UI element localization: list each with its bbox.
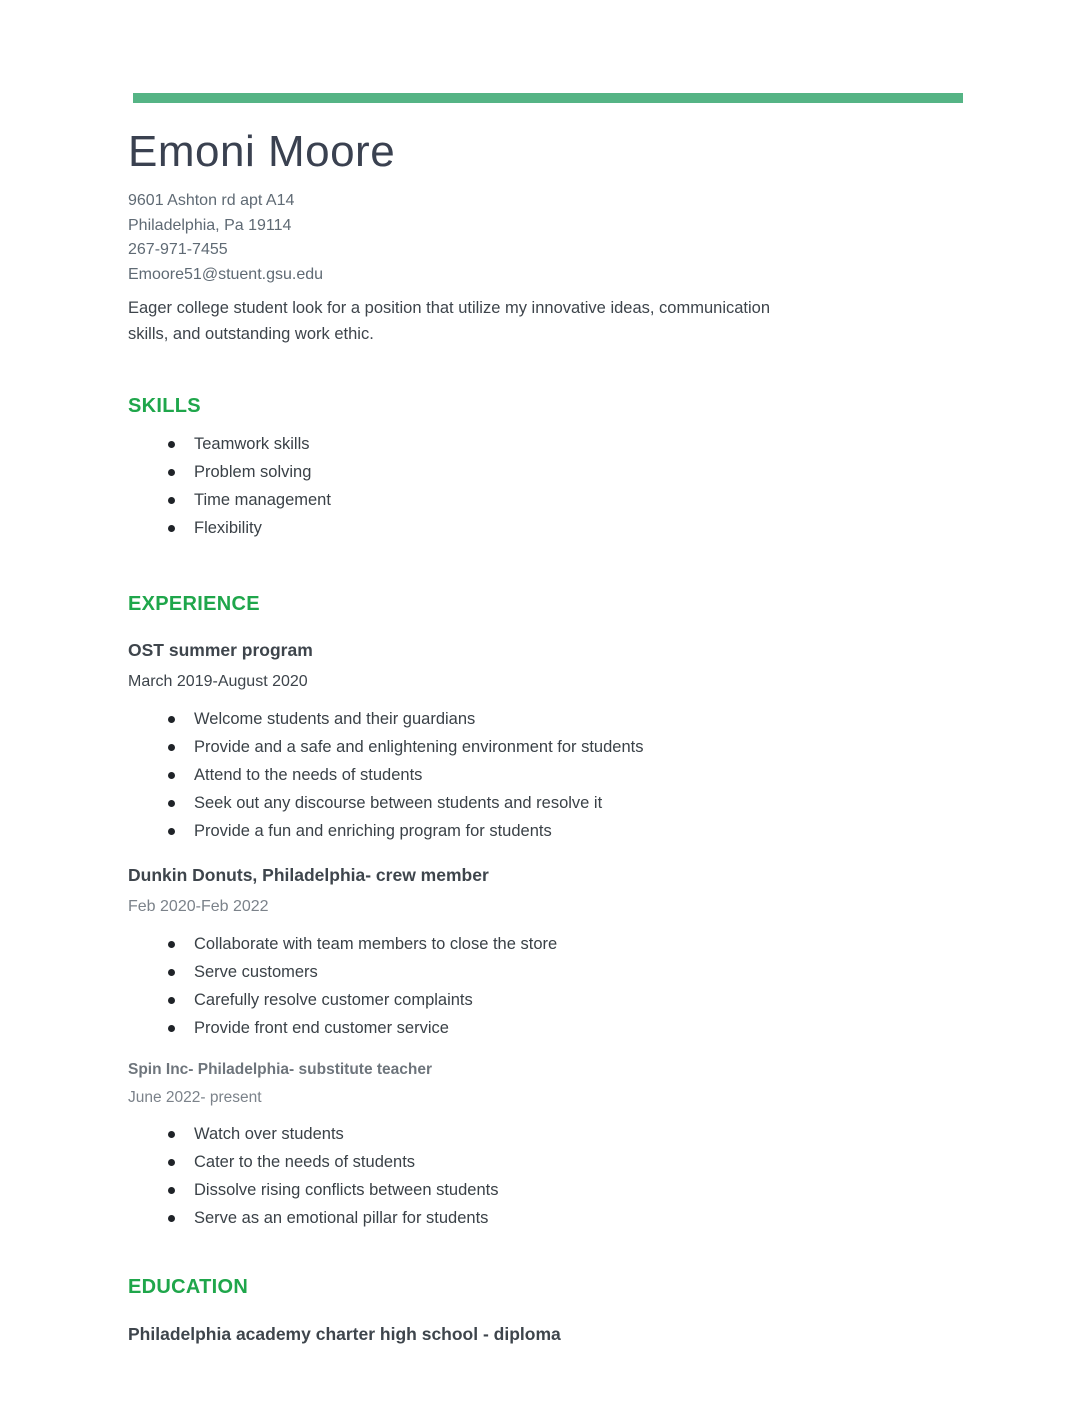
job-dates: Feb 2020-Feb 2022: [128, 898, 269, 915]
job-duty-item: Serve as an emotional pillar for students: [168, 1209, 968, 1228]
job-dates: March 2019-August 2020: [128, 673, 308, 690]
job-duty-item: Watch over students: [168, 1125, 968, 1144]
job-duty-item: Cater to the needs of students: [168, 1153, 968, 1172]
job-title: Spin Inc- Philadelphia- substitute teacher: [128, 1061, 433, 1078]
education-school: Philadelphia academy charter high school - diploma: [128, 1324, 561, 1344]
contact-block: [128, 189, 968, 287]
job-duty-item: Welcome students and their guardians: [168, 710, 968, 729]
job-entry-spin: [128, 1060, 968, 1228]
job-entry-dunkin: [128, 864, 968, 1038]
job-duty-item: Dissolve rising conflicts between students: [168, 1181, 968, 1200]
job-duties-list: [128, 1125, 968, 1228]
job-dates: June 2022- present: [128, 1089, 262, 1106]
skill-item: Flexibility: [168, 519, 968, 538]
job-duties-list: [128, 710, 968, 841]
job-duty-item: Collaborate with team members to close the store: [168, 935, 968, 954]
skills-heading: SKILLS: [128, 395, 201, 417]
skill-item: Time management: [168, 491, 968, 510]
resume-page: [0, 93, 1088, 1408]
education-heading: EDUCATION: [128, 1276, 249, 1298]
person-name: Emoni Moore: [128, 127, 396, 176]
job-title: OST summer program: [128, 640, 313, 660]
job-entry-ost: [128, 639, 968, 841]
job-title: Dunkin Donuts, Philadelphia- crew member: [128, 865, 489, 885]
job-duty-item: Carefully resolve customer complaints: [168, 991, 968, 1010]
skill-item: Problem solving: [168, 463, 968, 482]
email-address: Emoore51@stuent.gsu.edu: [128, 265, 324, 283]
skill-item: Teamwork skills: [168, 435, 968, 454]
job-duty-item: Provide and a safe and enlightening environment for students: [168, 738, 968, 757]
summary-text: Eager college student look for a position that utilize my innovative ideas, communication skills, and outstanding work ethic.: [128, 299, 771, 343]
address-line-1: 9601 Ashton rd apt A14: [128, 192, 295, 209]
job-duty-item: Serve customers: [168, 963, 968, 982]
experience-heading: EXPERIENCE: [128, 593, 260, 615]
job-duty-item: Seek out any discourse between students and resolve it: [168, 794, 968, 813]
job-duties-list: [128, 935, 968, 1038]
phone-number: 267-971-7455: [128, 241, 228, 258]
job-duty-item: Provide front end customer service: [168, 1019, 968, 1038]
address-line-2: Philadelphia, Pa 19114: [128, 216, 292, 234]
job-duty-item: Provide a fun and enriching program for students: [168, 822, 968, 841]
job-duty-item: Attend to the needs of students: [168, 766, 968, 785]
accent-bar: [133, 93, 963, 103]
skills-list: [128, 435, 968, 538]
